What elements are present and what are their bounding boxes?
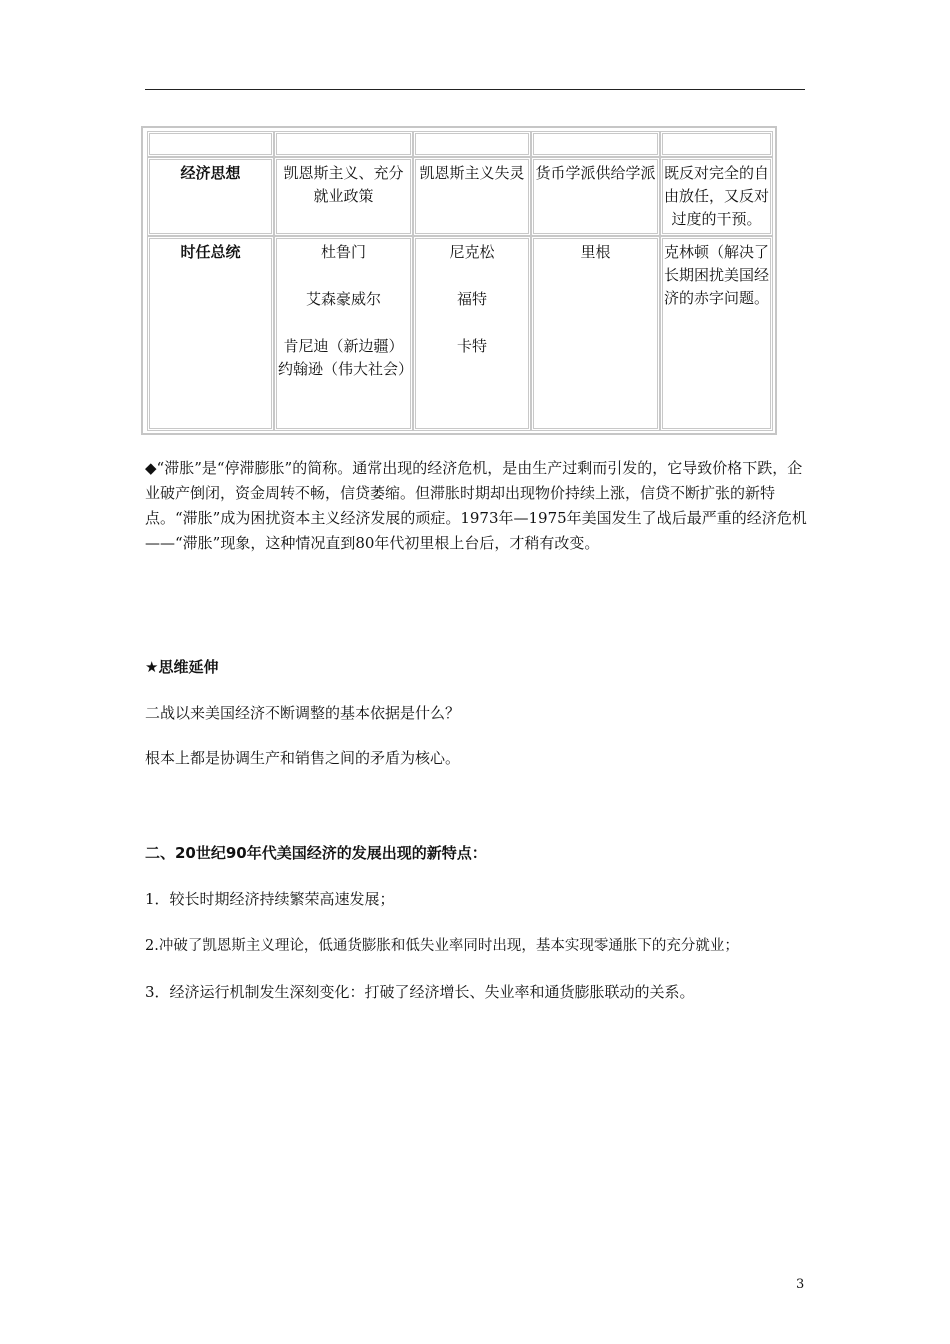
thinking-heading: ★思维延伸: [145, 658, 219, 676]
row-label-economic-thought: 经济思想: [147, 157, 274, 236]
thinking-answer: 根本上都是协调生产和销售之间的矛盾为核心。: [145, 749, 461, 767]
table-cell: 凯恩斯主义失灵: [413, 157, 531, 236]
table-header-cell: [531, 131, 660, 157]
table-header-cell: [660, 131, 773, 157]
table-cell: 杜鲁门 艾森豪威尔 肯尼迪（新边疆）约翰逊（伟大社会）: [274, 236, 413, 431]
list-item: 2.冲破了凯恩斯主义理论，低通货膨胀和低失业率同时出现，基本实现零通胀下的充分就业；: [145, 938, 739, 954]
table-cell: 尼克松 福特 卡特: [413, 236, 531, 431]
page-number: 3: [796, 1277, 805, 1292]
economy-table: [141, 126, 777, 435]
row-label-president: 时任总统: [147, 236, 274, 431]
table-cell: 既反对完全的自由放任，又反对过度的干预。: [660, 157, 773, 236]
table-cell: 克林顿（解决了长期困扰美国经济的赤字问题。: [660, 236, 773, 431]
table-header-cell: [413, 131, 531, 157]
list-item: 3．经济运行机制发生深刻变化：打破了经济增长、失业率和通货膨胀联动的关系。: [145, 983, 695, 1001]
header-rule: [145, 89, 805, 90]
table-cell: 里根: [531, 236, 660, 431]
list-item: 1．较长时期经济持续繁荣高速发展；: [145, 890, 395, 908]
table-header-cell: [147, 131, 274, 157]
section2-heading: 二、20世纪90年代美国经济的发展出现的新特点：: [145, 844, 487, 862]
stagflation-paragraph: ◆“滞胀”是“停滞膨胀”的简称。通常出现的经济危机，是由生产过剩而引发的，它导致价格下跌，企业破产倒闭，资金周转不畅，信贷萎缩。但滞胀时期却出现物价持续上涨，信贷不断扩张的新特点。“滞胀”成为困扰资本主义经济发展的顽症。1973年—1975年美国发生了战后最严重的经济危机——“滞胀”现象，这种情况直到80年代初里根上台后，才稍有改变。: [145, 459, 807, 552]
thinking-question: 二战以来美国经济不断调整的基本依据是什么？: [145, 704, 461, 722]
table-header-cell: [274, 131, 413, 157]
table-cell: 货币学派供给学派: [531, 157, 660, 236]
table-cell: 凯恩斯主义、充分就业政策: [274, 157, 413, 236]
